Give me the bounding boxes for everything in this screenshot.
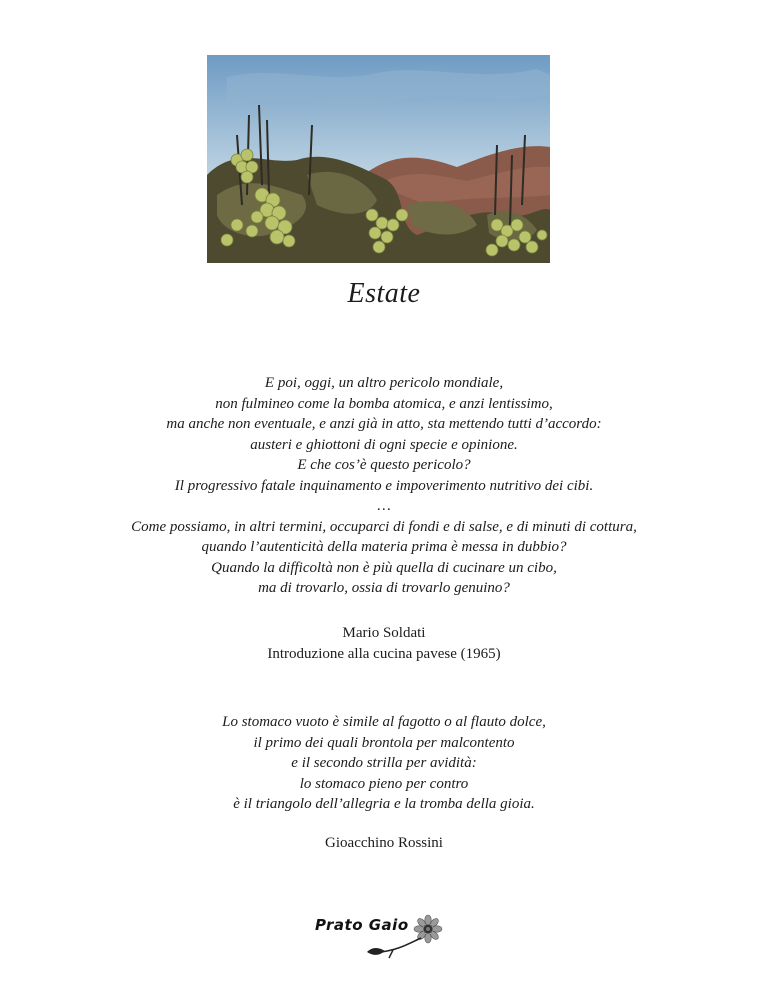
quote-line: non fulmineo come la bomba atomica, e anzi lentissimo, <box>215 395 553 412</box>
quote-soldati <box>0 373 768 599</box>
quote-author: Mario Soldati <box>342 625 426 641</box>
quote-line: E che cos’è questo pericolo? <box>297 457 471 473</box>
quote-line: … <box>377 498 391 514</box>
stem-icon <box>363 936 423 960</box>
quote-line: austeri e ghiottoni di ogni specie e opinione. <box>250 436 518 453</box>
quote-line: Come possiamo, in altri termini, occuparci di fondi e di salse, e di minuti di cottura, <box>131 518 637 535</box>
quote-line: e il secondo strilla per avidità: <box>291 755 477 771</box>
logo-text: Prato Gaio <box>315 916 409 934</box>
attribution-rossini <box>0 833 768 854</box>
quote-line: Il progressivo fatale inquinamento e impoverimento nutritivo dei cibi. <box>174 477 594 494</box>
quote-line: Lo stomaco vuoto è simile al fagotto o al flauto dolce, <box>222 714 546 730</box>
page-title: Estate <box>347 278 421 309</box>
quote-line: è il triangolo dell’allegria e la tromba della gioia. <box>233 796 535 812</box>
quote-line: lo stomaco pieno per contro <box>299 775 469 792</box>
quote-author: Gioacchino Rossini <box>325 835 443 851</box>
quote-line: ma di trovarlo, ossia di trovarlo genuino? <box>258 580 510 596</box>
quote-line: E poi, oggi, un altro pericolo mondiale, <box>264 375 504 391</box>
summer-vineyard-illustration <box>207 55 550 263</box>
quote-source: Introduzione alla cucina pavese (1965) <box>267 645 501 662</box>
quote-line: Quando la difficoltà non è più quella di cucinare un cibo, <box>211 559 557 576</box>
quote-line: il primo dei quali brontola per malcontento <box>253 734 515 751</box>
quote-line: quando l’autenticità della materia prima è messa in dubbio? <box>201 539 567 555</box>
prato-gaio-logo <box>313 912 443 962</box>
attribution-soldati <box>0 623 768 664</box>
quote-line: ma anche non eventuale, e anzi già in atto, sta mettendo tutti d’accordo: <box>166 416 602 432</box>
quote-rossini <box>0 712 768 815</box>
